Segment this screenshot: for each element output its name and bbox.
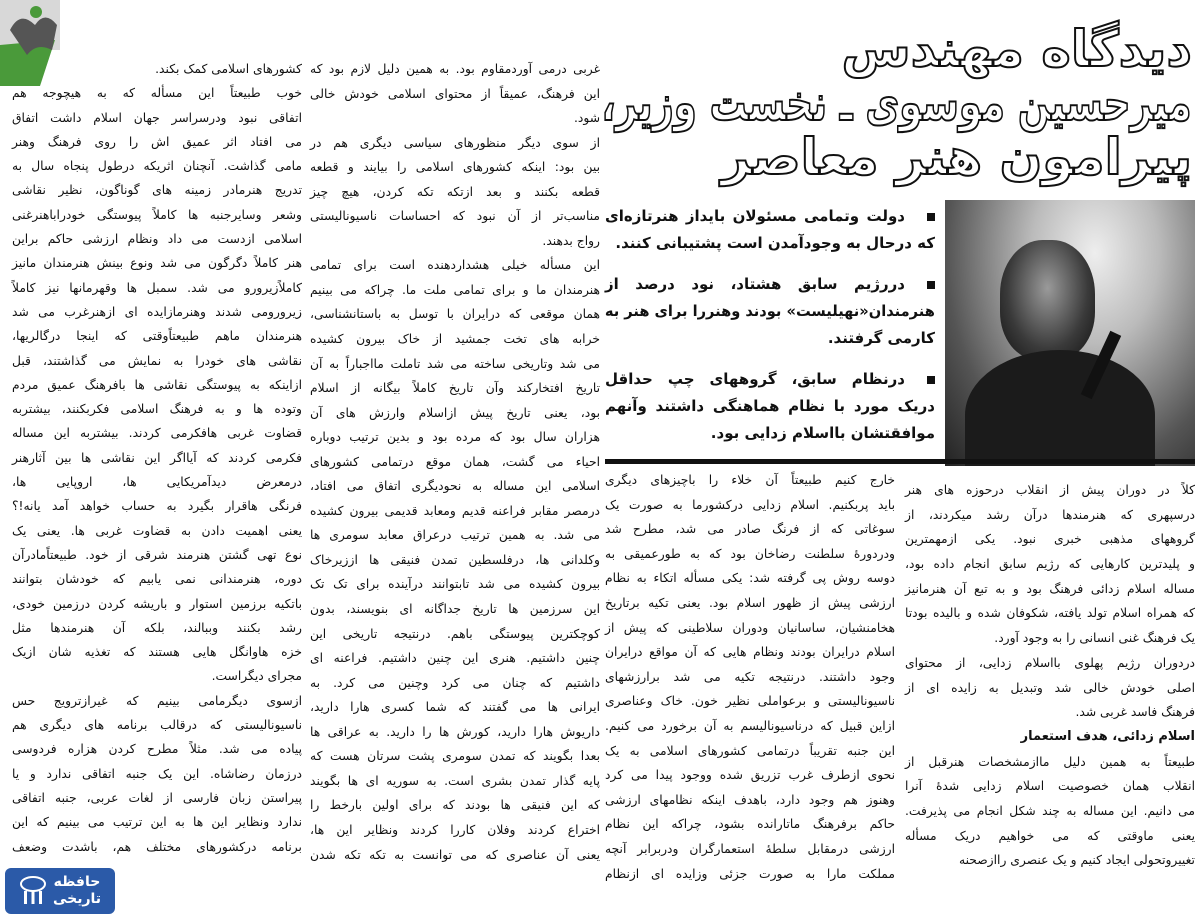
text-line: فکرمی کردند که آیااگر این نقاشی ها بین آثارهنر: [12, 450, 302, 465]
text-line: بیرون کشیده می شد تابتوانند درآینده برای تک تک: [310, 577, 600, 592]
bullet-line: [605, 271, 935, 298]
text-line: ازاینکه به پیوستگی نقاشی ها بافرهنگ عمیق مردم: [12, 377, 302, 392]
headline-line: پیرامون هنر معاصر: [721, 128, 1192, 186]
text-line: کوچکترین پیوستگی باهم. درنتیجه تاریخی این: [310, 626, 600, 641]
text-line: اسلام درایران بودند ونظام هایی که آن مواقع درایران: [605, 645, 895, 660]
archive-icon: [19, 876, 47, 906]
text-line: پایه گذار تمدن بشری است. به سوریه ای ها بگویند: [310, 773, 600, 788]
paragraph: [12, 57, 302, 81]
text-line: نقاشی های خودرا به نمایش می گذاشتند، قبل: [12, 353, 302, 368]
text-line: اصلی خودش خالی شد وتبدیل به زایده ای از: [905, 680, 1195, 695]
portrait-photo: [945, 200, 1195, 466]
text-line: احیاء می گشت، همان موقع درتمامی کشورهای: [310, 454, 600, 469]
text-line: تاریخ افتخارکند وآن تاریخ کاملاً بیگانه از اسلام: [310, 381, 600, 396]
text-line: وتوده ها و به فرهنگ اسلامی فکربکنند، بیشتربه: [12, 402, 302, 417]
paragraph: [12, 689, 302, 859]
text-line: این فرهنگ، عمیقاً از محتوای اسلامی خودش خالی: [310, 86, 600, 101]
text-line: هنر کاملاً دگرگون می شد ونوع بینش هنرمندان مانیز: [12, 256, 302, 271]
text-line: و پلیدترین کارهایی که رژیم سابق انجام داده بود،: [905, 557, 1195, 572]
text-line: رشد بکنند وببالند، بلکه آن هنرمندها مثل: [12, 620, 302, 635]
paragraph: [905, 478, 1195, 651]
text-line: انقلاب همان خصوصیت اسلام زدایی شدهٔ آنرا: [905, 779, 1195, 794]
text-line: گروههای مذهبی خبری نبود. یکی ازمهمترین: [905, 532, 1195, 547]
text-line: قطعه بکنند و بعد ازتکه تکه کردن، هیچ چیز: [310, 184, 600, 199]
text-line: درمعرض دیدآمریکایی ها، اروپایی ها،: [12, 475, 302, 490]
text-line: نوع تهی گشتن هنرمند شرقی از خود. طبیعتاًمادرآن: [12, 547, 302, 562]
text-line: قضاوت غربی هافکرمی کردند. بیشتربه این مساله: [12, 426, 302, 441]
paragraph: [310, 253, 600, 867]
text-line: بود، یعنی تاریخ پیش ازاسلام وارزش های آن: [310, 405, 600, 420]
text-line: این مسأله خیلی هشداردهنده است برای تمامی: [310, 258, 600, 273]
text-line: ازاین قبیل که درناسیونالیسم به آن برخورد می کنیم.: [605, 718, 895, 733]
article-column-2: [605, 468, 895, 886]
text-line: که همراه اسلام تولد یافته، شکوفان شده و بالیده بودتا: [905, 606, 1195, 621]
text-line: خزه هاوانگل هایی هستند که تغذیه شان ازیک: [12, 645, 302, 660]
text-line: ناسیونالیستی که درقالب برنامه های دیگری هم: [12, 718, 302, 733]
bullet-line: [605, 298, 935, 325]
text-line: برنامه درکشورهای مختلف هم، باشدت وضعف: [12, 839, 302, 854]
text-line: می افتاد اثر عمیق اش را روی فرهنگ وهنر: [12, 134, 302, 149]
square-bullet-icon: [927, 213, 935, 221]
text-line: طبیعتاً به همین دلیل ماازمشخصات هنرقبل از: [905, 754, 1195, 769]
text-line: مساله اسلام زدائی فرهنگ بود و به تبع آن هنرمانیز: [905, 581, 1195, 596]
text-line: غربی درمی آوردمقاوم بود. به همین دلیل لازم بود که: [310, 62, 600, 76]
text-line: درزمان رضاشاه. این یک جنبه اتفاقی ندارد و یا: [12, 766, 302, 781]
article-column-1: [905, 478, 1195, 873]
bullet-text: دولت وتمامی مسئولان بایداز هنرتازه‌ای: [605, 207, 905, 225]
text-line: ندارد ونظایر این ها به این ترتیب می بینیم که این: [12, 815, 302, 830]
text-line: تدریج هنرمادر زمینه های گوناگون، نظیر نقاشی: [12, 183, 302, 198]
text-line: دوسه روش پی گرفته شد: یکی مسأله اتکاء به نظام: [605, 571, 895, 586]
text-line: اسلامی ازدست می داد ونظام ارزشی حاکم براین: [12, 232, 302, 247]
text-line: تغییروتحولی ایجاد کنیم و یک عنصری راازصحنه: [958, 853, 1195, 868]
square-bullet-icon: [927, 281, 935, 289]
paragraph: [12, 81, 302, 688]
text-line: مجرای دیگراست.: [211, 669, 302, 684]
text-line: یک فرهنگ غنی انسانی را به وجود آورد.: [994, 631, 1195, 646]
paragraph: [310, 131, 600, 254]
text-line: ارزشی درمقابل سلطهٔ استعمارگران ودربرابر آنچه: [605, 841, 895, 856]
text-line: کلاً در دوران پیش از انقلاب درحوزه های هنر: [905, 483, 1195, 497]
text-line: اتفاقی نبود ودرسراسر جهان اسلام داشت اتفاق: [12, 110, 302, 125]
text-line: خرابه های تخت جمشید از خاک بیرون کشیده: [310, 332, 600, 347]
bullet-text: موافقتشان بااسلام زدایی بود.: [710, 424, 935, 442]
paragraph: [905, 750, 1195, 873]
text-line: پیراستن زبان فارسی از لغات عربی، جنبه اتفاقی: [12, 790, 302, 805]
text-line: مامی گذاشت. آنچنان اثریکه درطول پنجاه سال به: [12, 159, 302, 174]
bullet-line: [605, 203, 935, 230]
paragraph: [605, 468, 895, 886]
text-line: هنرمندان ماهم طبیعتاًوقتی که اینجا درگالریها،: [12, 329, 302, 344]
text-line: اختراع کردند وفلان کاررا کردند ونظایر این ها،: [310, 822, 600, 837]
text-line: که این فنیقی ها بودند که برای اولین بارخط را: [310, 798, 600, 813]
text-line: کشورهای اسلامی کمک بکند.: [155, 62, 302, 76]
highlight-bullets: [605, 203, 935, 461]
text-line: ایرانی ها می گفتند که شما کسری هارا دارید،: [310, 700, 600, 715]
bullet-item: [605, 366, 935, 447]
bullet-text: که درحال به وجودآمدن است پشتیبانی کنند.: [615, 234, 935, 252]
text-line: وهنوز هم وجود دارد، باهدف اینکه نظامهای ارزشی: [605, 792, 895, 807]
text-line: می شد وتاریخی ساخته می شد تاملت مااجباراً به آن: [310, 356, 600, 371]
text-line: درمصر مقابر فراعنه قدیم ومعابد قدیمی بیرون کشیده: [310, 503, 600, 518]
text-line: ناسیونالیستی و برعواملی نظیر خون. خاک وعناصری: [605, 694, 895, 709]
text-line: داریوش هارا دارید، کورش ها را دارید. به عراقی ها: [310, 724, 600, 739]
text-line: می دانیم. این مساله به چند شکل انجام می پذیرفت.: [905, 803, 1195, 818]
text-line: اسلامی این مساله به نحودیگری اتفاق می افتاد،: [310, 479, 600, 494]
text-line: شود.: [573, 111, 600, 126]
text-line: فرهنگ فاسد غربی شد.: [1075, 705, 1195, 720]
text-line: ازسوی دیگرمامی بینیم که غیرازترویج حس: [12, 693, 302, 708]
bullet-text: درنظام سابق، گروههای چپ حداقل: [605, 370, 905, 388]
text-line: وجود داشتند. درنتیجه تکیه می شد برارزشهای: [605, 669, 895, 684]
bullet-line: [605, 230, 935, 257]
text-line: هزاران سال بود که مرده بود و بدین ترتیب دوباره: [310, 430, 600, 445]
text-line: داشتیم که چنان می کرد وچنین می کرد. به: [310, 675, 600, 690]
bullet-line: [605, 393, 935, 420]
paragraph: [905, 651, 1195, 725]
headline-line: میرحسین موسوی ـ نخست وزیر،: [602, 74, 1192, 132]
bullet-text: هنرمندان«نهیلیست» بودند وهنررا برای هنر به: [605, 302, 935, 320]
text-line: همان موقعی که درایران با توسل به باستانشناسی،: [310, 307, 600, 322]
text-line: نحوی ازطرف غرب تزریق شده ووجود پیدا می کرد: [605, 768, 895, 783]
text-line: می شد. به همین ترتیب درعراق معابد سومری ها: [310, 528, 600, 543]
text-line: حاکم برفرهنگ ماتارانده بشود، چراکه این نظام: [605, 817, 895, 832]
text-line: چنین داشتیم. هنری این چنین داشتیم. فراعنه ای: [310, 651, 600, 666]
badge-line: تاریخی: [52, 891, 102, 907]
article-column-4: [12, 57, 302, 859]
bullet-line: [605, 325, 935, 352]
text-line: هخامنشیان، ساسانیان ودوران سلاطینی که پیش از: [605, 620, 895, 635]
text-line: بعدا بگویند که تمدن سومری پشت سرتان هست که: [310, 749, 600, 764]
paragraph: [310, 57, 600, 131]
badge-line: حافظه: [53, 874, 101, 890]
headline-line: دیدگاه مهندس: [841, 20, 1192, 78]
text-line: فرنگی هاقرار بگیرد به حساب خواهد آمد یانه!؟: [12, 499, 302, 514]
text-line: دردوران رژیم پهلوی بااسلام زدایی، از محتوای: [905, 655, 1195, 670]
text-line: مملکت مارا به صورت جزئی وزایده ای ازنظام: [605, 866, 895, 881]
section-heading: [905, 725, 1195, 750]
article-headline: [602, 22, 1192, 184]
text-line: بین بود: اینکه کشورهای اسلامی را بیایند و قطعه: [310, 160, 600, 175]
text-line: پیاده می شد. مثلاً مطرح کردن هزاره فردوسی: [12, 742, 302, 757]
bullet-line: [605, 420, 935, 447]
text-line: ارزشی پیش از ظهور اسلام بود. یعنی تکیه برتاریخ: [605, 595, 895, 610]
bullet-item: [605, 271, 935, 352]
text-line: مناسب‌تر از آن نبود که احساسات ناسیونالیستی: [310, 209, 600, 224]
text-line: ودردورهٔ سلطنت رضاخان بود که به طورعمیقی به: [605, 546, 895, 561]
bullet-text: دریک مورد با نظام هماهنگی داشتند وآنهم: [605, 397, 935, 415]
text-line: خوب طبیعتاً این مسأله که به هیچوجه هم: [12, 86, 302, 101]
square-bullet-icon: [927, 376, 935, 384]
text-line: این سرزمین ها تاریخ جداگانه ای بنویسند، بدون: [310, 602, 600, 617]
text-line: کاملاًزیرورو می شد. سمبل ها وقهرمانها نیز کاملاً: [12, 280, 302, 295]
text-line: رواج بدهند.: [542, 233, 600, 248]
text-line: سوغاتی که از فرنگ صادر می شد، مطرح شد: [605, 522, 895, 537]
text-line: این جنبه تقریباً درتمامی کشورهای اسلامی به یک: [605, 743, 895, 758]
bullet-line: [605, 366, 935, 393]
text-line: یعنی ماوقتی که می خواهیم دریک مسأله: [905, 828, 1195, 843]
text-line: از سوی دیگر منظورهای سیاسی دیگری هم در: [310, 135, 600, 150]
bullet-text: کارمی گرفتند.: [827, 329, 935, 347]
text-line: وشعر وسایرجنبه ها کاملاً پیوستگی خودراباهنرغنی: [12, 207, 302, 222]
article-column-3: [310, 57, 600, 867]
text-line: اسلام زدائی، هدف استعمار: [1020, 728, 1195, 744]
text-line: زیرورومی شدند وهنرمازایده ای ازهنرغرب می شد: [12, 304, 302, 319]
divider-rule: [605, 459, 1195, 464]
text-line: دوره، هنرمندانی نمی یابیم که خودشان بتوانند: [12, 572, 302, 587]
text-line: وکلدانی ها، درفلسطین تمدن فنیقی ها اززیرخاک: [310, 552, 600, 567]
text-line: باید پربکنیم. اسلام زدایی درکشورما به صورت یک: [605, 497, 895, 512]
bullet-text: دررژیم سابق هشتاد، نود درصد از: [605, 275, 905, 293]
archive-badge: [5, 868, 115, 914]
text-line: درسپهری که هنرمندها درآن رشد میکردند، از: [905, 507, 1195, 522]
text-line: یعنی اهمیت دادن به قضاوت غربی ها. یعنی یک: [12, 523, 302, 538]
bullet-item: [605, 203, 935, 257]
text-line: یعنی آن عناصری که می توانست به تکه تکه شدن: [310, 847, 600, 862]
text-line: خارج کنیم طبیعتاً آن خلاء را باچیزهای دیگری: [605, 473, 895, 487]
text-line: باتکیه برزمین استوار و باریشه کردن درزمین خودی،: [12, 596, 302, 611]
text-line: هنرمندان ما و برای تمامی ملت ما. چراکه می بینیم: [310, 282, 600, 297]
